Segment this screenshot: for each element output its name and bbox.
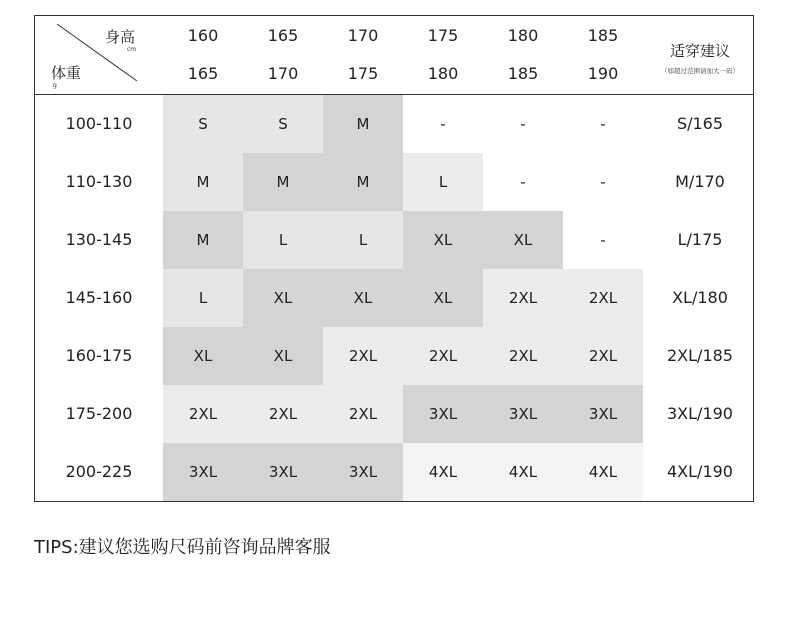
size-cell: 2XL bbox=[243, 385, 323, 443]
weight-label: 体重 bbox=[51, 64, 82, 82]
size-cell: XL bbox=[483, 211, 563, 269]
size-cell: XL bbox=[243, 269, 323, 327]
weight-range-0: 100-110 bbox=[65, 114, 133, 133]
size-cell: 2XL bbox=[483, 269, 563, 327]
size-cell: M bbox=[323, 153, 403, 211]
height-to-5: 190 bbox=[587, 64, 619, 83]
size-cell: L bbox=[323, 211, 403, 269]
height-to-4: 185 bbox=[507, 64, 539, 83]
advice-value-2: L/175 bbox=[677, 230, 723, 249]
size-cell: 4XL bbox=[403, 443, 483, 501]
size-cell: 3XL bbox=[483, 385, 563, 443]
size-cell: - bbox=[563, 153, 643, 211]
size-cell: XL bbox=[403, 211, 483, 269]
weight-range-2: 130-145 bbox=[65, 230, 133, 249]
size-cell: 4XL bbox=[563, 443, 643, 501]
weight-range-3: 145-160 bbox=[65, 288, 133, 307]
advice-value-6: 4XL/190 bbox=[667, 462, 733, 481]
weight-range-1: 110-130 bbox=[65, 172, 133, 191]
height-to-3: 180 bbox=[427, 64, 459, 83]
height-unit: cm bbox=[127, 46, 137, 53]
height-to-2: 175 bbox=[347, 64, 379, 83]
advice-value-4: 2XL/185 bbox=[667, 346, 733, 365]
size-cell: 3XL bbox=[163, 443, 243, 501]
height-from-2: 170 bbox=[347, 26, 379, 45]
height-from-4: 180 bbox=[507, 26, 539, 45]
weight-range-4: 160-175 bbox=[65, 346, 133, 365]
tips-text: TIPS:建议您选购尺码前咨询品牌客服 bbox=[34, 537, 331, 558]
size-cell: 3XL bbox=[243, 443, 323, 501]
height-to-0: 165 bbox=[187, 64, 219, 83]
size-cell: - bbox=[563, 211, 643, 269]
advice-value-5: 3XL/190 bbox=[667, 404, 733, 423]
weight-unit: g bbox=[53, 82, 57, 89]
size-cell: 4XL bbox=[483, 443, 563, 501]
height-to-1: 170 bbox=[267, 64, 299, 83]
size-cell: M bbox=[243, 153, 323, 211]
advice-value-3: XL/180 bbox=[672, 288, 728, 307]
size-cell: 3XL bbox=[403, 385, 483, 443]
height-from-5: 185 bbox=[587, 26, 619, 45]
size-cell: XL bbox=[163, 327, 243, 385]
size-cell: 2XL bbox=[483, 327, 563, 385]
size-cell: S bbox=[163, 95, 243, 153]
size-cell: L bbox=[403, 153, 483, 211]
size-cell: 2XL bbox=[163, 385, 243, 443]
size-cell: M bbox=[163, 211, 243, 269]
size-cell: 2XL bbox=[563, 269, 643, 327]
size-cell: 3XL bbox=[323, 443, 403, 501]
size-cell: 2XL bbox=[323, 385, 403, 443]
size-cell: L bbox=[163, 269, 243, 327]
size-cell: - bbox=[483, 95, 563, 153]
advice-value-0: S/165 bbox=[676, 114, 724, 133]
size-cell: S bbox=[243, 95, 323, 153]
size-cell: M bbox=[163, 153, 243, 211]
height-label: 身高 bbox=[105, 28, 136, 46]
size-cell: 3XL bbox=[563, 385, 643, 443]
size-cell: XL bbox=[243, 327, 323, 385]
size-cell: XL bbox=[323, 269, 403, 327]
size-chart bbox=[34, 15, 754, 502]
size-cell: 2XL bbox=[403, 327, 483, 385]
advice-title: 适穿建议 bbox=[669, 42, 730, 60]
height-from-3: 175 bbox=[427, 26, 459, 45]
size-cell: 2XL bbox=[323, 327, 403, 385]
size-cell: - bbox=[563, 95, 643, 153]
weight-range-5: 175-200 bbox=[65, 404, 133, 423]
height-from-1: 165 bbox=[267, 26, 299, 45]
weight-range-6: 200-225 bbox=[65, 462, 133, 481]
advice-value-1: M/170 bbox=[675, 172, 725, 191]
size-cell: - bbox=[403, 95, 483, 153]
size-cell: 2XL bbox=[563, 327, 643, 385]
size-cell: - bbox=[483, 153, 563, 211]
height-from-0: 160 bbox=[187, 26, 219, 45]
size-cell: M bbox=[323, 95, 403, 153]
size-cell: L bbox=[243, 211, 323, 269]
size-cell: XL bbox=[403, 269, 483, 327]
advice-note: （如超过范围请加大一码） bbox=[661, 67, 739, 75]
